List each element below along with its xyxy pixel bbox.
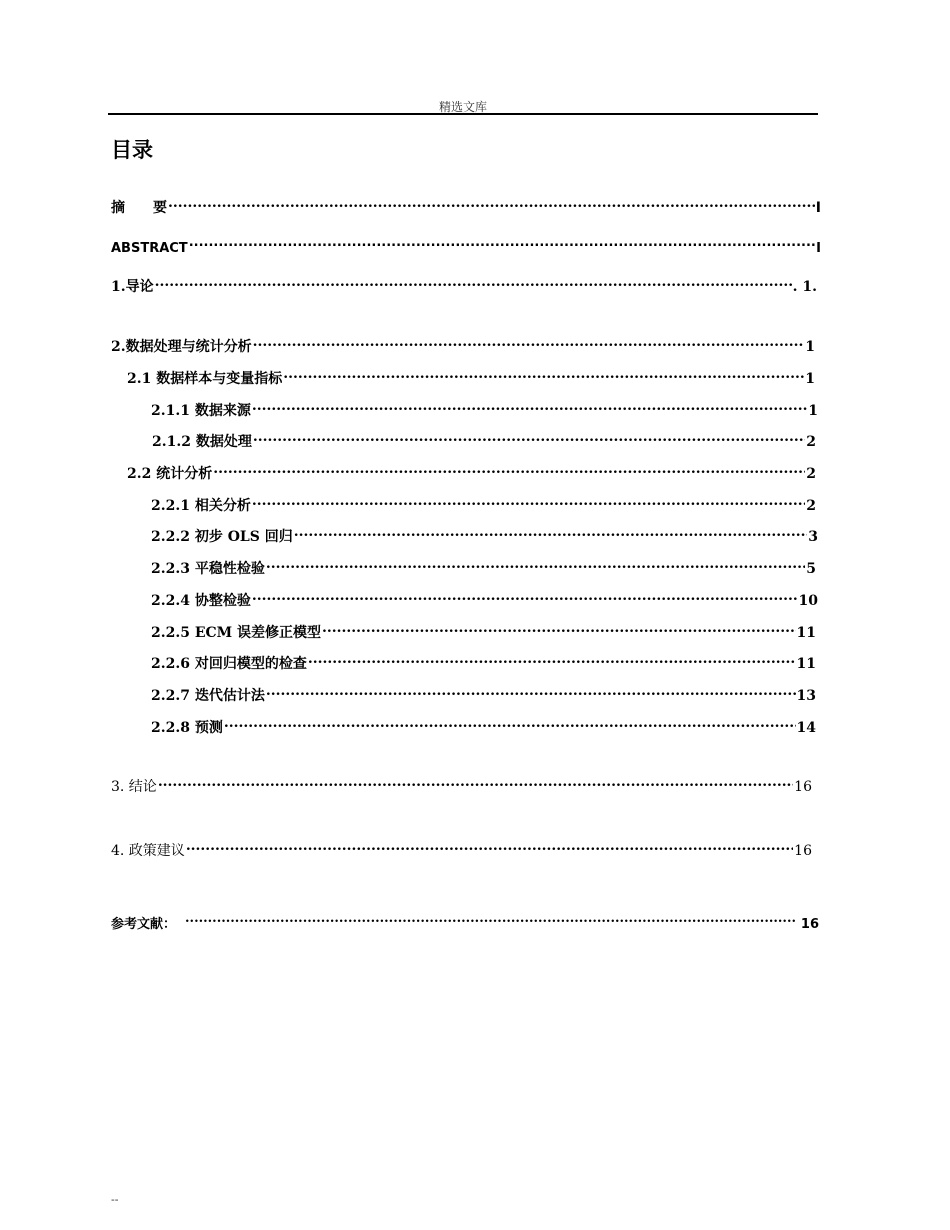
toc-entry-2-2-3[interactable] bbox=[151, 555, 816, 578]
toc-entry-label: ABSTRACT bbox=[111, 241, 188, 256]
toc-entry-label: 摘 要 bbox=[111, 200, 167, 216]
toc-entry-2-1[interactable] bbox=[127, 365, 815, 388]
toc-entry-label: 2.1.2 数据处理 bbox=[152, 434, 252, 450]
toc-entry-label: 4. 政策建议 bbox=[111, 843, 185, 859]
toc-entry-label: 2.2 统计分析 bbox=[127, 466, 213, 482]
dot-leader bbox=[322, 619, 795, 637]
dot-leader bbox=[155, 273, 792, 291]
toc-entry-abstract-cn[interactable] bbox=[111, 194, 821, 217]
dot-leader bbox=[252, 492, 805, 510]
header-title: 精选文库 bbox=[438, 100, 487, 114]
dot-leader bbox=[252, 397, 807, 415]
toc-entry-label: 2.2.1 相关分析 bbox=[151, 498, 251, 514]
dot-leader bbox=[224, 714, 796, 732]
dot-leader bbox=[168, 194, 815, 212]
toc-entry-label: 3. 结论 bbox=[111, 779, 157, 795]
toc-entry-policy[interactable] bbox=[111, 837, 812, 860]
toc-entry-2-2-5[interactable] bbox=[151, 619, 816, 642]
toc-entry-page: I bbox=[815, 200, 821, 216]
toc-entry-label: 2.2.5 ECM 误差修正模型 bbox=[151, 625, 322, 641]
toc-entry-page: 1 bbox=[808, 403, 818, 419]
toc-entry-label: 2.1 数据样本与变量指标 bbox=[127, 371, 283, 387]
toc-entry-2-2-8[interactable] bbox=[151, 714, 816, 737]
toc-entry-page: 1 bbox=[805, 339, 815, 355]
dot-leader bbox=[252, 587, 798, 605]
toc-entry-page: 11 bbox=[796, 656, 816, 672]
toc-entry-label: 2.1.1 数据来源 bbox=[151, 403, 251, 419]
toc-entry-label: 2.2.8 预测 bbox=[151, 720, 223, 736]
toc-entry-page: 10 bbox=[798, 593, 818, 609]
dot-leader bbox=[283, 365, 804, 383]
toc-entry-page: 2 bbox=[806, 434, 816, 450]
dot-leader bbox=[253, 333, 805, 351]
dot-leader bbox=[253, 428, 805, 446]
dot-leader bbox=[189, 234, 815, 252]
toc-entry-2-2[interactable] bbox=[127, 460, 816, 483]
toc-entry-label: 1.导论 bbox=[111, 279, 154, 295]
toc-entry-page: 3 bbox=[808, 529, 818, 545]
toc-entry-2-2-1[interactable] bbox=[151, 492, 816, 515]
toc-entry-2-2-7[interactable] bbox=[151, 682, 816, 705]
dot-leader bbox=[158, 773, 793, 791]
toc-entry-references[interactable] bbox=[111, 910, 819, 934]
toc-entry-page: 14 bbox=[796, 720, 816, 736]
toc-entry-page: 16 bbox=[794, 843, 812, 859]
toc-entry-label: 2.2.7 迭代估计法 bbox=[151, 688, 265, 704]
toc-entry-chapter-2[interactable] bbox=[111, 333, 815, 356]
dot-leader bbox=[186, 837, 793, 855]
toc-entry-page: 5 bbox=[806, 561, 816, 577]
dot-leader bbox=[266, 682, 796, 700]
dot-leader bbox=[266, 555, 805, 573]
toc-entry-abstract-en[interactable] bbox=[111, 234, 821, 258]
toc-entry-2-2-2[interactable] bbox=[151, 523, 818, 546]
toc-entry-2-1-2[interactable] bbox=[152, 428, 816, 451]
toc-entry-page: 13 bbox=[796, 688, 816, 704]
toc-entry-2-1-1[interactable] bbox=[151, 397, 818, 420]
dot-leader bbox=[185, 910, 796, 928]
toc-entry-label: 2.2.4 协整检验 bbox=[151, 593, 251, 609]
toc-entry-page: 11 bbox=[796, 625, 816, 641]
dot-leader bbox=[213, 460, 805, 478]
toc-entry-label: 2.2.3 平稳性检验 bbox=[151, 561, 265, 577]
toc-entry-label: 2.2.6 对回归模型的检查 bbox=[151, 656, 307, 672]
dot-leader bbox=[294, 523, 808, 541]
header-rule bbox=[108, 113, 818, 115]
dot-leader bbox=[308, 650, 796, 668]
toc-entry-2-2-6[interactable] bbox=[151, 650, 816, 673]
toc-entry-page: 16 bbox=[800, 917, 819, 932]
page-footer: -- bbox=[111, 1193, 119, 1206]
toc-entry-conclusion[interactable] bbox=[111, 773, 812, 796]
toc-entry-label: 参考文献： bbox=[111, 917, 177, 932]
toc-entry-page: 16 bbox=[794, 779, 812, 795]
toc-entry-intro[interactable] bbox=[111, 273, 817, 296]
toc-entry-label: 2.数据处理与统计分析 bbox=[111, 339, 252, 355]
toc-entry-page: . 1. bbox=[792, 279, 817, 295]
toc-entry-2-2-4[interactable] bbox=[151, 587, 818, 610]
toc-entry-page: I bbox=[816, 241, 821, 256]
toc-title: 目录 bbox=[111, 137, 153, 162]
toc-entry-page: 2 bbox=[806, 466, 816, 482]
toc-entry-page: 2 bbox=[806, 498, 816, 514]
toc-entry-page: 1 bbox=[805, 371, 815, 387]
toc-entry-label: 2.2.2 初步 OLS 回归 bbox=[151, 529, 293, 545]
